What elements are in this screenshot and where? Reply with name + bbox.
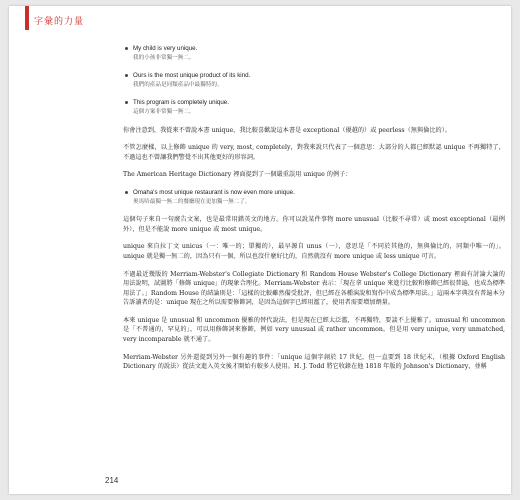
body-paragraph: 這個句子來自一句廣告文案，也是最常用錯英文的地方。你可以說某件事物 more unusual（比較不尋常）或 most exceptional（最例外），但是不能說 more unique 或 most unique。 [123,216,505,233]
example-zh: 這個方案非常獨一無二。 [133,108,195,115]
body-paragraph: 本來 unique 是 unusual 和 uncommon 優雅的替代說法，但是現在已經太泛濫，不再獨特，要談不上優雅了。unusual 和 uncommon 是「不普通的，罕見的」，可以用修飾詞來修飾，例如 very unusual 或 rather uncommon，但是用 very unique, very unmatched, very incomparable 就不通了。 [123,316,505,344]
body-paragraph: 你會注意到，我從來不曾說本書 unique，我比較喜歡說這本書是 exceptional（優越的）或 peerless（無與倫比的）。 [123,126,451,134]
header-accent-bar [25,6,29,30]
page-number: 214 [105,476,119,485]
book-page [9,6,511,494]
example-zh: 我的小孩非常獨一無二。 [133,54,195,61]
header-title: 字彙的力量 [34,17,85,27]
example-zh: 我們的產品是同類產品中最獨特的。 [133,81,223,88]
example-en: This program is completely unique. [133,99,229,107]
page-content [123,44,505,380]
example-bullet [123,98,505,117]
example-bullet [123,71,505,90]
bullet-icon [125,101,128,104]
quote-example [123,188,505,207]
body-paragraph: 不過最近幾版的 Merriam-Webster's Collegiate Dictionary 和 Random House Webster's College Dictionary 裡面有討論大論的用法說明，試圖將「修飾 unique」的現象合理化。Merriam-Webster 表示：「現在拿 unique 來進行比較和修飾已經很普遍，也成為標準用法了。」Random House 的結論則是：「這樣的比較雖然備受批評，但已經在各種演說和寫作中成為標準用法。」這兩本字典沒有普遍本分告訴讀者的是：unique 現在之所以需要修飾詞，是因為這個字已經用濫了，使用者需要增加劑量。 [123,270,505,307]
body-paragraph: The American Heritage Dictionary 裡面提到了一個嚴重誤用 unique 的例子： [123,171,352,179]
example-en: Ours is the most unique product of its kind. [133,72,251,80]
bullet-icon [125,74,128,77]
running-header [25,6,84,30]
body-paragraph: unique 來自拉丁文 unicus（一：唯一的；單獨的），最早源自 unus（一），意思是「不同於其他的，無與倫比的，同類中唯一的」。unique 就是獨一無二的，因為只有一個，所以也沒什麼好比的，自然就沒有 more unique 或 less unique 可言。 [123,243,505,260]
quote-en: Omaha's most unique restaurant is now even more unique. [133,188,295,196]
bullet-icon [125,47,128,50]
bullet-icon [125,191,128,194]
quote-zh: 奧馬哈最獨一無二的餐廳現在更加獨一無二了。 [133,198,251,205]
body-paragraph: Merriam-Webster 另外還提到另外一個有趣的事件：「unique 這個字創於 17 世紀，但一直要到 18 世紀末，（根據 Oxford English Dictionary 的說法）從法文進入英文後才開始有較多人使用。H. J. Todd 將它收錄在他 1818 年版的 Johnson's Dictionary，並稱 [123,353,505,371]
example-bullet [123,44,505,63]
body-paragraph: 不管怎麼樣，以上修飾 unique 的 very, most, completely，對我來說只代表了一個意思：大部分的人都已經默認 unique 不再獨特了，不過這也不曾讓我們警覺不出其他更好的形容詞。 [123,144,505,161]
example-en: My child is very unique. [133,45,198,52]
